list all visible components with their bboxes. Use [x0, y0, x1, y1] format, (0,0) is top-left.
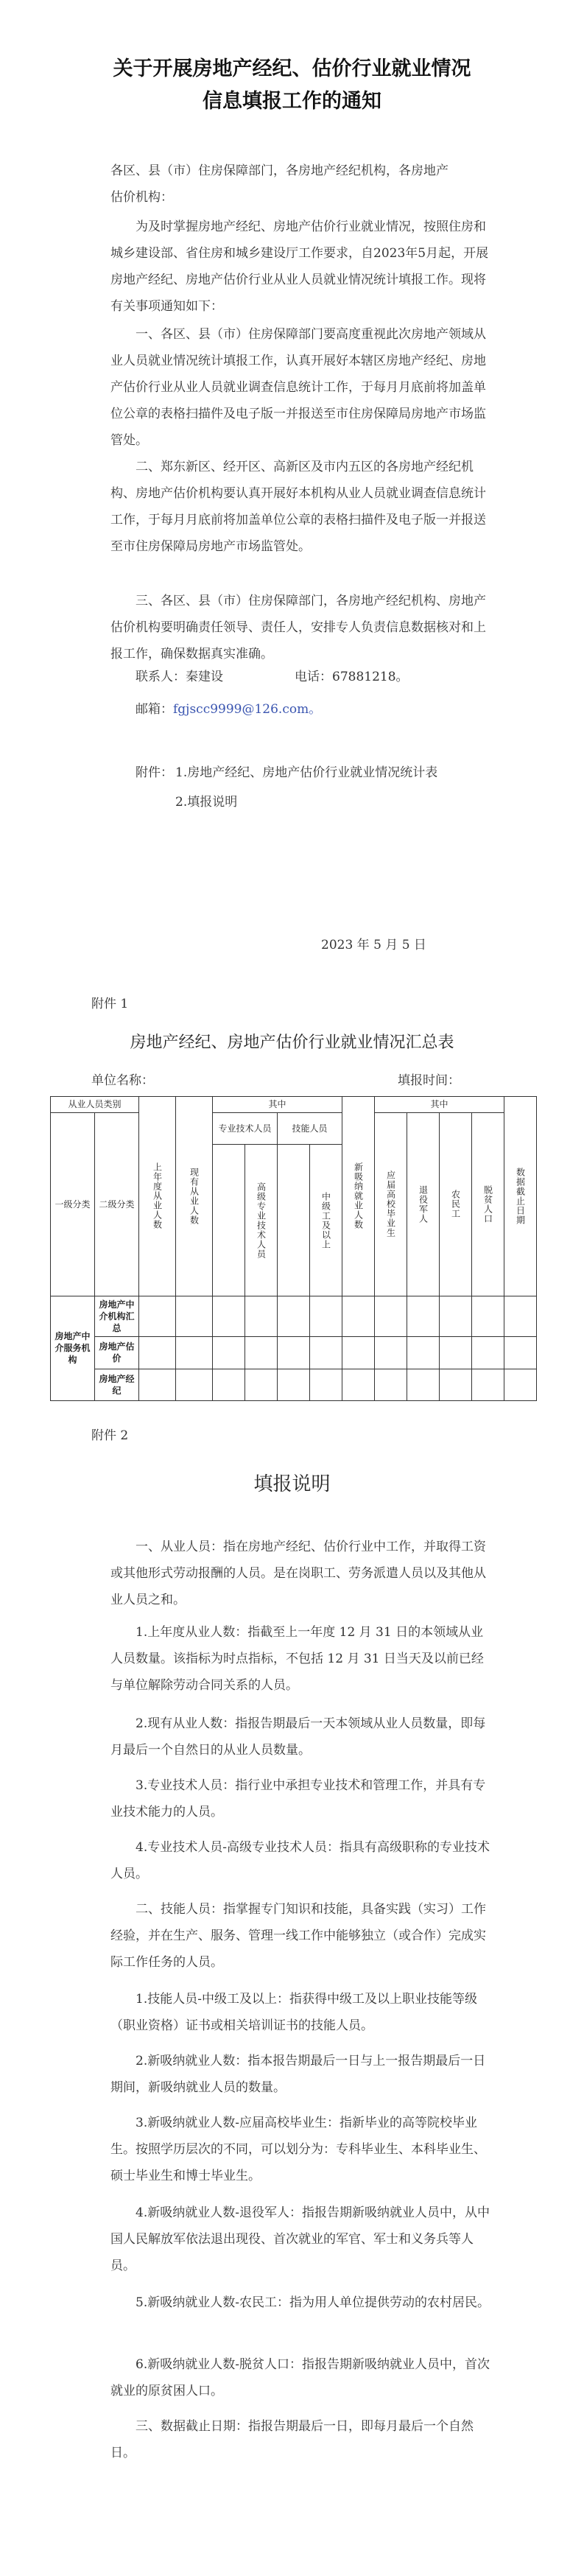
header-prof-tech: 专业技术人员 [213, 1112, 278, 1144]
annex2-label: 附件 2 [91, 1428, 129, 1443]
contact-phone: 电话：67881218。 [295, 670, 409, 684]
doc-title-line2: 信息填报工作的通知 [203, 90, 381, 113]
header-last-year: 上年度从业人数 [139, 1097, 176, 1296]
salutation-line2: 估价机构： [110, 190, 173, 205]
notice-item-1: 一、各区、县（市）住房保障部门要高度重视此次房地产领域从业人员就业情况统计填报工作，认真开展好本辖区房地产经纪、房地产估价行业从业人员就业调查信息统计工作，于每月月底前将加盖单位公章的表格扫描件及电子版一并报送至市住房保障局房地产市场监管处。 [110, 327, 486, 448]
explain-para-10: 4.新吸纳就业人数-退役军人：指报告期新吸纳就业人员中，从中国人民解放军依法退出现役、首次就业的军官、军士和义务兵等人员。 [110, 2205, 490, 2273]
header-senior-prof: 高级专业技术人员 [245, 1145, 278, 1296]
explain-para-3: 2.现有从业人数：指报告期最后一天本领域从业人员数量，即每月最后一个自然日的从业人员数量。 [110, 1716, 486, 1758]
header-veterans: 退役军人 [407, 1112, 440, 1296]
header-new-employed: 新吸纳就业人数 [342, 1097, 375, 1296]
explain-para-2: 1.上年度从业人数：指截至上一年度 12 月 31 日的本领域从业人员数量。该指标为时点指标，不包括 12 月 31 日当天及以前已经与单位解除劳动合同关系的人员。 [110, 1625, 484, 1693]
explain-para-1: 一、从业人员：指在房地产经纪、估价行业中工作，并取得工资或其他形式劳动报酬的人员。是在岗职工、劳务派遣人员以及其他从业人员之和。 [110, 1540, 486, 1607]
attachment-2: 2.填报说明 [175, 795, 238, 810]
explain-para-13: 三、数据截止日期：指报告期最后一日，即每月最后一个自然日。 [110, 2419, 474, 2460]
annex2-title: 填报说明 [253, 1473, 331, 1495]
issue-date: 2023 年 5 月 5 日 [321, 938, 426, 952]
explain-para-11: 5.新吸纳就业人数-农民工：指为用人单位提供劳动的农村居民。 [136, 2295, 490, 2310]
summary-table [50, 1096, 537, 1401]
salutation-line1: 各区、县（市）住房保障部门，各房地产经纪机构，各房地产 [110, 164, 448, 178]
header-farmers: 农民工 [440, 1112, 472, 1296]
email-label: 邮箱： [136, 702, 173, 717]
doc-title-line1: 关于开展房地产经纪、估价行业就业情况 [113, 57, 471, 80]
header-level2: 二级分类 [95, 1112, 139, 1296]
email-link[interactable]: fgjscc9999@126.com。 [173, 702, 322, 717]
row-label-brokerage: 房地产经纪 [95, 1369, 139, 1400]
header-level1: 一级分类 [51, 1112, 95, 1296]
header-poverty: 脱贫人口 [472, 1112, 504, 1296]
header-in-which-2: 其中 [375, 1097, 504, 1113]
explain-para-4: 3.专业技术人员：指行业中承担专业技术和管理工作，并具有专业技术能力的人员。 [110, 1778, 486, 1819]
fill-time-label: 填报时间： [398, 1073, 460, 1088]
annex1-title: 房地产经纪、房地产估价行业就业情况汇总表 [130, 1033, 454, 1052]
header-graduates: 应届高校毕业生 [375, 1112, 407, 1296]
explain-para-12: 6.新吸纳就业人数-脱贫人口：指报告期新吸纳就业人员中，首次就业的原贫困人口。 [110, 2357, 490, 2398]
explain-para-6: 二、技能人员：指掌握专门知识和技能，具备实践（实习）工作经验，并在生产、服务、管理一线工作中能够独立（或合作）完成实际工作任务的人员。 [110, 1902, 486, 1970]
row-label-summary: 房地产中介机构汇总 [95, 1296, 139, 1336]
header-current: 现有从业人数 [176, 1097, 213, 1296]
explain-para-8: 2.新吸纳就业人数：指本报告期最后一日与上一报告期最后一日期间，新吸纳就业人员的数量。 [110, 2054, 486, 2095]
attachment-1: 1.房地产经纪、房地产估价行业就业情况统计表 [175, 765, 438, 780]
header-in-which: 其中 [213, 1097, 342, 1113]
header-category: 从业人员类别 [51, 1097, 139, 1113]
header-deadline: 数据截止日期 [504, 1097, 537, 1296]
contact-person: 联系人：秦建设 [136, 670, 223, 684]
annex1-label: 附件 1 [91, 997, 129, 1011]
header-prof-tech-col [213, 1145, 245, 1296]
explain-para-9: 3.新吸纳就业人数-应届高校毕业生：指新毕业的高等院校毕业生。按照学历层次的不同，可以划分为：专科毕业生、本科毕业生、硕士毕业生和博士毕业生。 [110, 2116, 486, 2183]
explain-para-5: 4.专业技术人员-高级专业技术人员：指具有高级职称的专业技术人员。 [110, 1840, 490, 1881]
notice-item-2: 二、郑东新区、经开区、高新区及市内五区的各房地产经纪机构、房地产估价机构要认真开展好本机构从业人员就业调查信息统计工作，于每月月底前将加盖单位公章的表格扫描件及电子版一并报送至市住房保障局房地产市场监管处。 [110, 460, 486, 554]
explain-para-7: 1.技能人员-中级工及以上：指获得中级工及以上职业技能等级（职业资格）证书或相关培训证书的技能人员。 [110, 1992, 477, 2033]
notice-item-3: 三、各区、县（市）住房保障部门，各房地产经纪机构、房地产估价机构要明确责任领导、责任人，安排专人负责信息数据核对和上报工作，确保数据真实准确。 [110, 594, 486, 661]
header-skilled-col [278, 1145, 310, 1296]
row-group-label: 房地产中介服务机构 [51, 1296, 95, 1400]
unit-name-label: 单位名称： [91, 1073, 154, 1088]
attachments-label: 附件： [136, 765, 173, 780]
row-label-appraisal: 房地产估价 [95, 1337, 139, 1369]
intro-paragraph: 为及时掌握房地产经纪、房地产估价行业就业情况，按照住房和城乡建设部、省住房和城乡建设厅工作要求，自2023年5月起，开展房地产经纪、房地产估价行业从业人员就业情况统计填报工作。现将有关事项通知如下： [110, 220, 489, 314]
header-skilled: 技能人员 [278, 1112, 342, 1144]
header-mid-above: 中级工及以上 [310, 1145, 342, 1296]
contact-email [136, 698, 321, 720]
